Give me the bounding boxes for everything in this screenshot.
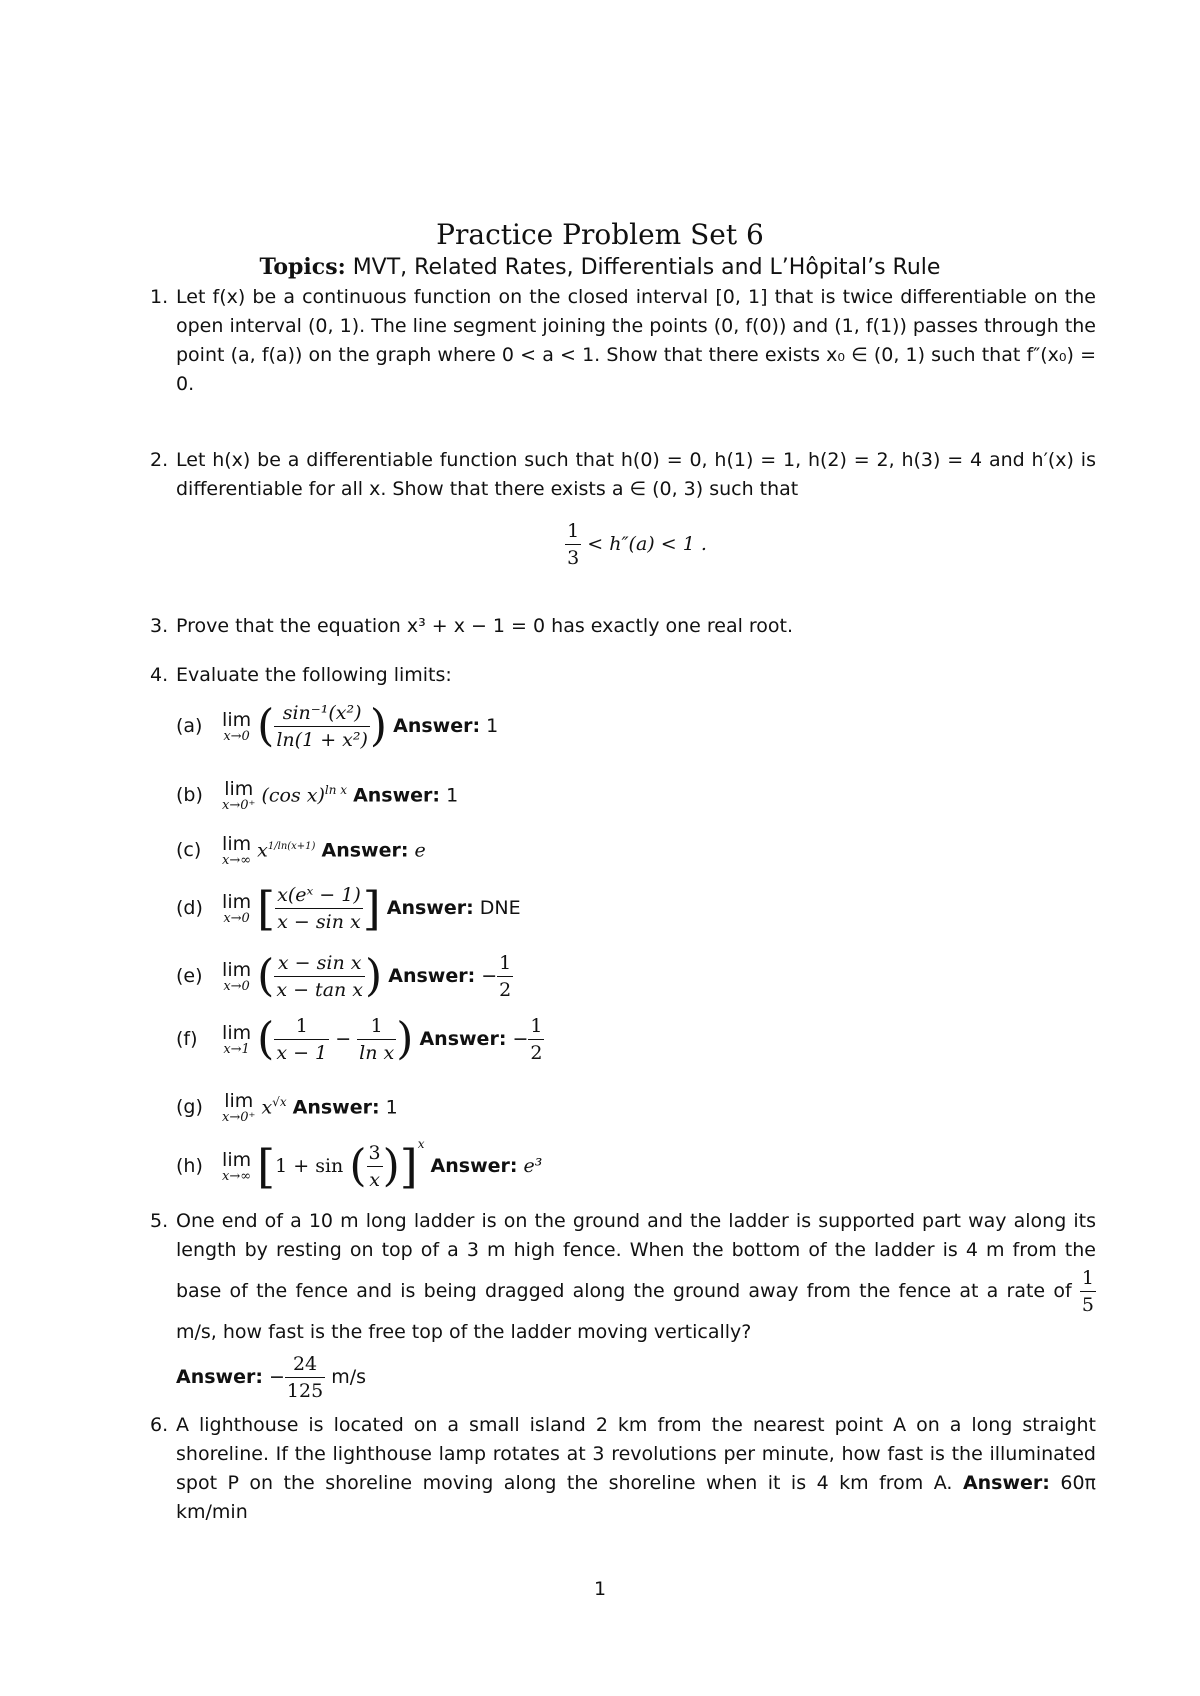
limit-item-f: (f) lim x→1 ( $\frac{1}{x - 1}$ − $\frac{1}{\text{ln x}}$ ) Answer: − $\frac{1}{2}$ xyxy=(176,1013,543,1065)
problem-text: Let f(x) be a continuous function on the closed interval [0, 1] that is twice differentiable on the open interval (0, 1). The line segment joining the points (0, f(0)) and (1, f(1)) passes through the point (a, f(a)) on the graph where 0 < a < 1. Show that there exists x₀ ∈ (0, 1) such that f″(x₀) = 0. xyxy=(176,286,1096,395)
problem-number: 1. xyxy=(150,286,169,308)
topics-text: MVT, Related Rates, Differentials and L’Hôpital’s Rule xyxy=(352,255,941,280)
fraction: $\frac{1}{3}$ xyxy=(567,520,580,569)
problem-text: Evaluate the following limits: xyxy=(176,664,452,686)
fraction: $\frac{1}{\text{ln x}}$ xyxy=(359,1015,395,1064)
fraction: $\frac{1}{x - 1}$ xyxy=(276,1015,328,1064)
lim-operator: lim x→∞ xyxy=(222,1148,252,1184)
problem-text: Let h(x) be a differentiable function such that h(0) = 0, h(1) = 1, h(2) = 2, h(3) = 4 and h′(x) is differentiable for all x. Show that there exists a ∈ (0, 3) such that xyxy=(176,449,1096,500)
problem-number: 5. xyxy=(150,1210,169,1232)
problem-6 xyxy=(150,1411,1096,1527)
page-subtitle xyxy=(0,254,1200,280)
lim-operator: lim x→0⁺ xyxy=(222,777,256,813)
problem-3 xyxy=(150,612,1096,641)
topics-label: Topics: xyxy=(259,254,346,280)
answer: Answer: − $\frac{1}{2}$ xyxy=(388,952,512,1001)
lim-operator: lim x→0 xyxy=(222,958,252,994)
limit-item-b: (b) lim x→0⁺ (cos x)$^{ln x}$ Answer: 1 xyxy=(176,777,459,813)
fraction: $\frac{\text{sin⁻¹(x²)}}{\text{ln(1 + x²)}}$ xyxy=(276,702,368,751)
problem-number: 4. xyxy=(150,664,169,686)
fraction: $\frac{1}{5}$ xyxy=(1081,1267,1094,1316)
display-equation xyxy=(176,518,1096,571)
answer: Answer: 1 xyxy=(393,715,499,737)
problem-number: 6. xyxy=(150,1414,169,1436)
limit-item-d: (d) lim x→0 [ $\frac{\text{x(eˣ − 1)}}{\text{x − sin x}}$ ] Answer: DNE xyxy=(176,881,521,936)
answer: Answer: 1 xyxy=(292,1096,398,1119)
lim-operator: lim x→0⁺ xyxy=(222,1089,256,1125)
answer: Answer: e³ xyxy=(430,1155,543,1177)
answer: Answer: e xyxy=(321,839,426,862)
lim-operator: lim x→0 xyxy=(222,890,252,926)
problem-5 xyxy=(150,1207,1096,1404)
page-title: Practice Problem Set 6 xyxy=(436,218,764,251)
problem-2 xyxy=(150,446,1096,571)
page-number: 1 xyxy=(593,1578,607,1600)
problem-text: Prove that the equation x³ + x − 1 = 0 has exactly one real root. xyxy=(176,615,794,637)
problem-number: 2. xyxy=(150,449,169,471)
fraction: $\frac{\text{x(eˣ − 1)}}{\text{x − sin x}}$ xyxy=(277,884,361,933)
lim-operator: lim x→1 xyxy=(222,1021,252,1057)
problem-number: 3. xyxy=(150,615,169,637)
limit-item-g: (g) lim x→0⁺ $x^{√x}$ Answer: 1 xyxy=(176,1089,398,1125)
answer: Answer: 1 xyxy=(353,784,459,807)
limit-item-e: (e) lim x→0 ( $\frac{\text{x − sin x}}{\text{x − tan x}}$ ) Answer: − $\frac{1}{2}$ xyxy=(176,950,512,1002)
lim-operator: lim x→∞ xyxy=(222,832,252,868)
fraction: $\frac{\text{x − sin x}}{\text{x − tan x}}$ xyxy=(276,952,364,1001)
limit-item-c: (c) lim x→∞ $x^{1/ln(x+1)}$ Answer: e xyxy=(176,832,426,868)
problem-4 xyxy=(150,661,1096,690)
limit-item-a: (a) lim x→0 ( $\frac{\text{sin⁻¹(x²)}}{\text{ln(1 + x²)}}$ ) Answer: 1 xyxy=(176,700,499,752)
answer: Answer: − $\frac{24}{125}$ m/s xyxy=(176,1353,367,1402)
limit-item-h: (h) lim x→∞ [1 + sin ( $\frac{3}{x}$ )]$^x$ Answer: e³ xyxy=(176,1137,543,1194)
problem-text: A lighthouse is located on a small island 2 km from the nearest point A on a long straight shoreline. If the lighthouse lamp rotates at 3 revolutions per minute, how fast is the illuminated spot P on the shoreline moving along the shoreline when it is 4 km from A. Answer: 60π km/min xyxy=(176,1414,1096,1523)
problem-text: One end of a 10 m long ladder is on the ground and the ladder is supported part way along its length by resting on top of a 3 m high fence. When the bottom of the ladder is 4 m from the base of the fence and is being dragged along the ground away from the fence at a rate of $\frac{1}{5}$ m/s, how fast is the free top of the ladder moving vertically? xyxy=(176,1210,1096,1343)
fraction: $\frac{3}{x}$ xyxy=(368,1142,381,1191)
lim-operator: lim x→0 xyxy=(222,708,252,744)
problem-1 xyxy=(150,283,1096,399)
answer: Answer: DNE xyxy=(386,897,521,919)
answer: Answer: − $\frac{1}{2}$ xyxy=(419,1015,543,1064)
equation-rest: < h″(a) < 1 . xyxy=(587,533,707,555)
